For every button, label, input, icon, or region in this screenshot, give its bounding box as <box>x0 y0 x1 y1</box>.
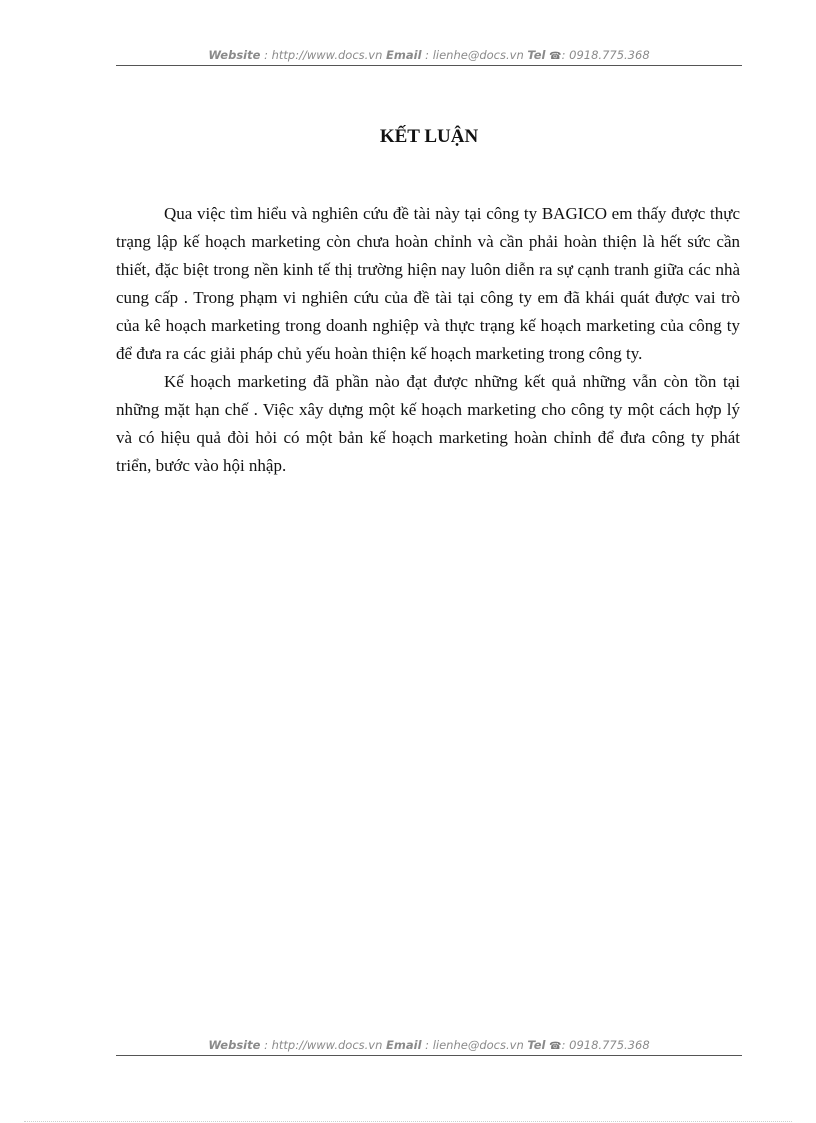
page-edge-divider <box>24 1121 792 1122</box>
footer-website-label: Website <box>208 1038 261 1052</box>
page-title: KẾT LUẬN <box>379 126 479 147</box>
header-website-label: Website <box>208 48 261 62</box>
phone-icon: ☎ <box>549 1041 562 1052</box>
header-email-label: Email <box>386 48 422 62</box>
footer-tel-value: : 0918.775.368 <box>561 1038 650 1052</box>
page-header <box>116 48 742 62</box>
page-footer <box>116 1038 742 1052</box>
phone-icon: ☎ <box>549 51 562 62</box>
header-tel-label: Tel <box>527 48 546 62</box>
header-email-value: : lienhe@docs.vn <box>421 48 528 62</box>
paragraph: Kế hoạch marketing đã phần nào đạt được những kết quả những vẫn còn tồn tại những mặt hạn chế . Việc xây dựng một kế hoạch marketing cho công ty một cách hợp lý và có hiệu quả đòi hỏi có một bản kế hoạch marketing hoàn chỉnh để đưa công ty phát triển, bước vào hội nhập. <box>116 372 740 475</box>
footer-email-label: Email <box>386 1038 422 1052</box>
document-body <box>116 200 740 480</box>
footer-divider <box>116 1055 742 1056</box>
footer-email-value: : lienhe@docs.vn <box>421 1038 528 1052</box>
footer-website-value: : http://www.docs.vn <box>260 1038 387 1052</box>
header-website-value: : http://www.docs.vn <box>260 48 387 62</box>
footer-tel-label: Tel <box>527 1038 546 1052</box>
header-divider <box>116 65 742 66</box>
header-tel-value: : 0918.775.368 <box>561 48 650 62</box>
paragraph: Qua việc tìm hiểu và nghiên cứu đề tài này tại công ty BAGICO em thấy được thực trạng lập kế hoạch marketing còn chưa hoàn chỉnh và cần phải hoàn thiện là hết sức cần thiết, đặc biệt trong nền kinh tế thị trường hiện nay luôn diễn ra sự cạnh tranh giữa các nhà cung cấp . Trong phạm vi nghiên cứu của đề tài tại công ty em đã khái quát được vai trò của kê hoạch marketing trong doanh nghiệp và thực trạng kế hoạch marketing của công ty để đưa ra các giải pháp chủ yếu hoàn thiện kế hoạch marketing trong công ty. <box>116 204 740 363</box>
